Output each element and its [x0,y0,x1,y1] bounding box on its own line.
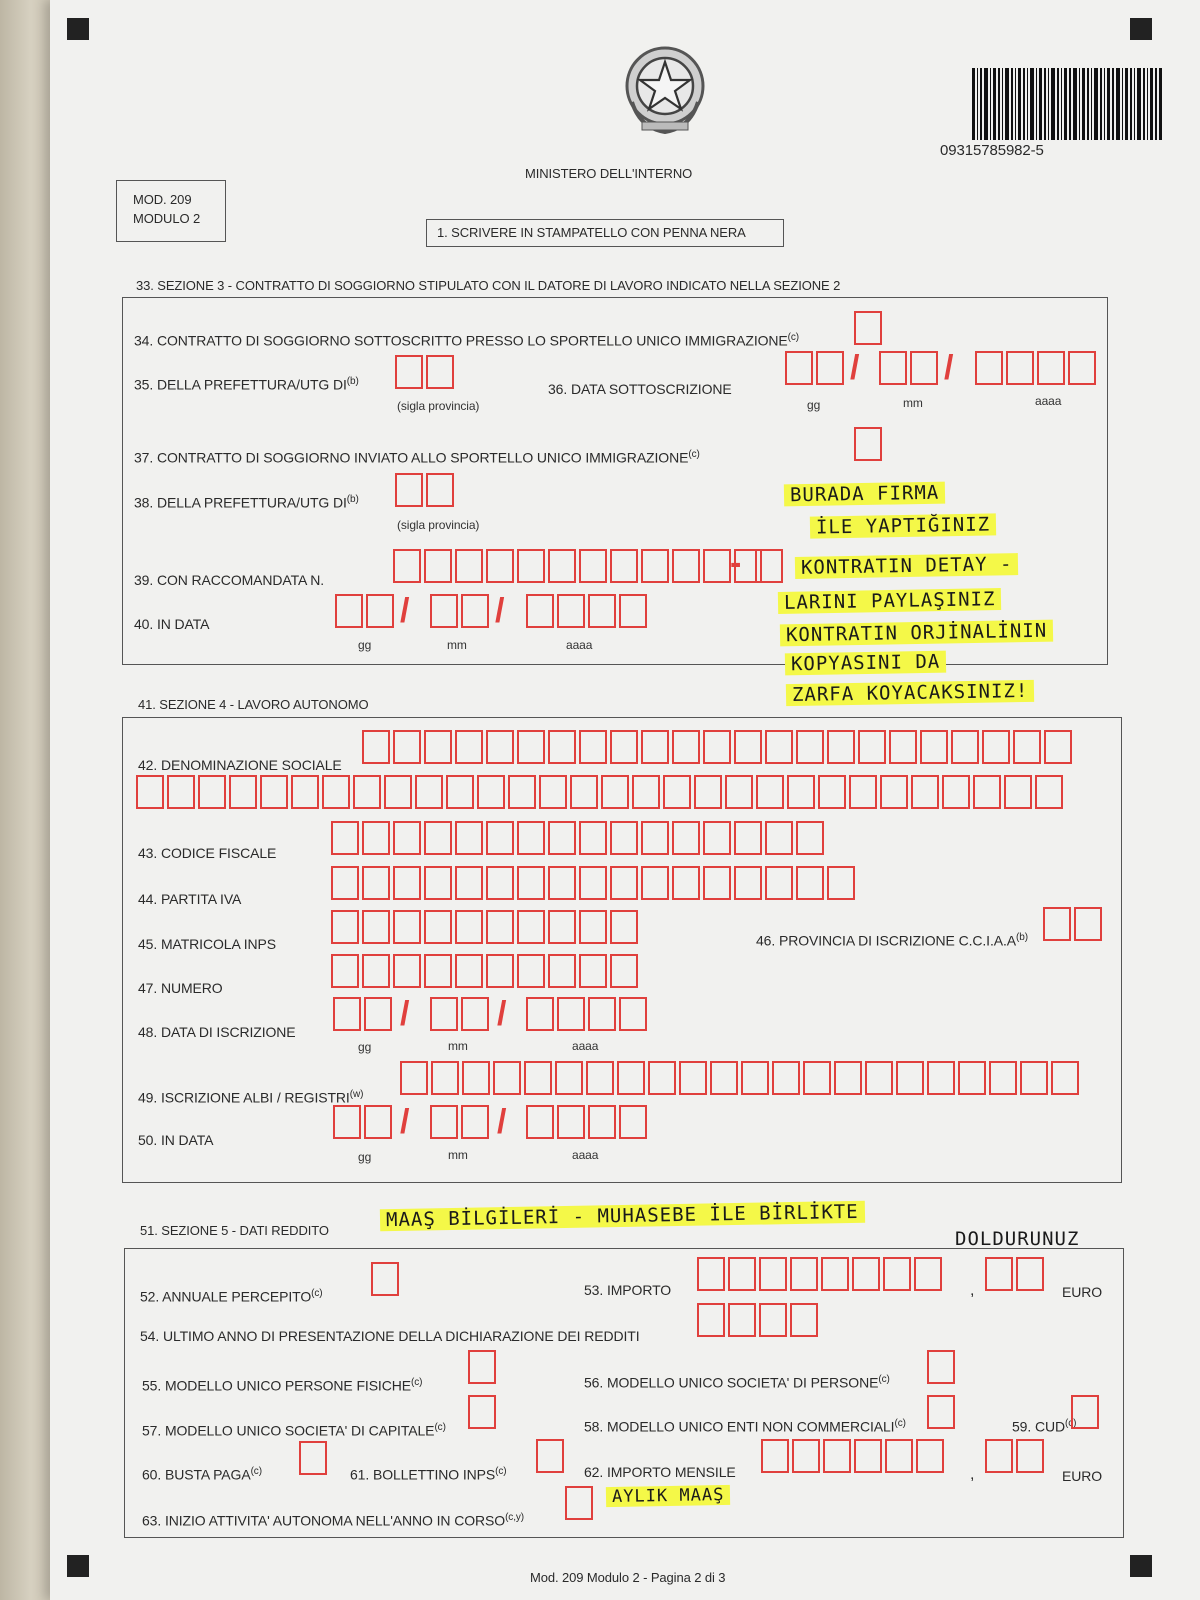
field-58-checkbox[interactable] [927,1395,955,1429]
field-56-label: 56. MODELLO UNICO SOCIETA' DI PERSONE$^{(c)}$ [584,1374,890,1391]
handwritten-note-line: BURADA FIRMA [784,482,946,507]
field-50-label: 50. IN DATA [138,1132,214,1148]
field-37-label: 37. CONTRATTO DI SOGGIORNO INVIATO ALLO SPORTELLO UNICO IMMIGRAZIONE$^{(c)}$ [134,449,700,466]
handwritten-note-line: ZARFA KOYACAKSINIZ! [786,680,1035,706]
instruction-text: 1. SCRIVERE IN STAMPATELLO CON PENNA NERA [437,225,746,240]
field-40-year[interactable] [526,594,647,628]
registration-mark-top-left [67,18,89,40]
field-53-boxes[interactable] [697,1257,942,1291]
field-57-label: 57. MODELLO UNICO SOCIETA' DI CAPITALE$^{(c)}$ [142,1422,446,1439]
hint-gg: gg [807,398,821,412]
field-59-checkbox[interactable] [1071,1395,1099,1429]
field-50-day[interactable] [333,1105,392,1139]
field-58-label: 58. MODELLO UNICO ENTI NON COMMERCIALI$^{(c)}$ [584,1418,906,1435]
field-42-boxes-row2[interactable] [136,775,1063,809]
field-62-boxes[interactable] [761,1439,944,1473]
field-37-checkbox[interactable] [854,427,882,461]
date-slash: / [400,1103,410,1141]
handwritten-note-line: LARINI PAYLAŞINIZ [778,588,1002,614]
hint-gg: gg [358,638,372,652]
date-slash: / [850,349,860,387]
field-60-checkbox[interactable] [299,1441,327,1475]
hint-aaaa: aaaa [572,1039,599,1053]
field-46-boxes[interactable] [1043,907,1102,941]
field-36-day[interactable] [785,351,844,385]
field-49-label: 49. ISCRIZIONE ALBI / REGISTRI$^{(w)}$ [138,1089,364,1106]
italian-republic-emblem [620,42,710,138]
field-39-label: 39. CON RACCOMANDATA N. [134,572,325,588]
handwritten-note-line: KONTRATIN DETAY - [795,553,1019,579]
field-55-checkbox[interactable] [468,1350,496,1384]
field-63-checkbox[interactable] [565,1486,593,1520]
field-56-checkbox[interactable] [927,1350,955,1384]
field-62-label: 62. IMPORTO MENSILE [584,1464,736,1480]
field-44-boxes[interactable] [331,866,855,900]
field-39-boxes[interactable] [393,549,762,583]
field-59-label: 59. CUD$^{(c)}$ [1012,1418,1077,1435]
field-42-label: 42. DENOMINAZIONE SOCIALE [138,757,342,773]
form-page [50,0,1200,1600]
section5-title: 51. SEZIONE 5 - DATI REDDITO [140,1223,329,1238]
registration-mark-bottom-left [67,1555,89,1577]
date-slash: / [944,349,954,387]
page-footer: Mod. 209 Modulo 2 - Pagina 2 di 3 [530,1570,726,1585]
currency-euro: EURO [1062,1468,1103,1484]
form-code-box [116,180,226,242]
field-38-label: 38. DELLA PREFETTURA/UTG DI$^{(b)}$ [134,494,359,511]
field-47-label: 47. NUMERO [138,980,223,996]
field-35-boxes[interactable] [395,355,454,389]
hint-mm: mm [903,396,923,410]
field-36-month[interactable] [879,351,938,385]
binder-edge [0,0,50,1600]
hint-mm: mm [448,1148,468,1162]
field-38-hint: (sigla provincia) [397,518,480,532]
field-44-label: 44. PARTITA IVA [138,891,242,907]
field-50-month[interactable] [430,1105,489,1139]
field-62-cents[interactable] [985,1439,1044,1473]
field-40-day[interactable] [335,594,394,628]
field-48-day[interactable] [333,997,392,1031]
field-52-label: 52. ANNUALE PERCEPITO$^{(c)}$ [140,1288,323,1305]
field-55-label: 55. MODELLO UNICO PERSONE FISICHE$^{(c)}$ [142,1377,423,1394]
field-60-label: 60. BUSTA PAGA$^{(c)}$ [142,1466,262,1483]
field-45-label: 45. MATRICOLA INPS [138,936,276,952]
field-43-boxes[interactable] [331,821,824,855]
section3-title: 33. SEZIONE 3 - CONTRATTO DI SOGGIORNO STIPULATO CON IL DATORE DI LAVORO INDICATO NELLA SEZIONE 2 [136,278,841,293]
hint-aaaa: aaaa [572,1148,599,1162]
hint-mm: mm [447,638,467,652]
instruction-box [426,219,784,247]
barcode [972,68,1162,140]
dash-separator: - [730,544,742,582]
field-57-checkbox[interactable] [468,1395,496,1429]
field-35-label: 35. DELLA PREFETTURA/UTG DI$^{(b)}$ [134,376,359,393]
handwritten-note-monthly-salary: AYLIK MAAŞ [606,1485,731,1507]
hint-mm: mm [448,1039,468,1053]
hint-aaaa: aaaa [1035,394,1062,408]
form-code-line2: MODULO 2 [133,211,201,226]
field-48-month[interactable] [430,997,489,1031]
field-49-boxes[interactable] [400,1061,1079,1095]
registration-mark-top-right [1130,18,1152,40]
date-slash: / [495,592,505,630]
field-61-label: 61. BOLLETTINO INPS$^{(c)}$ [350,1466,507,1483]
form-code-line1: MOD. 209 [133,192,192,207]
field-63-label: 63. INIZIO ATTIVITA' AUTONOMA NELL'ANNO IN CORSO$^{(c,y)}$ [142,1512,525,1529]
field-40-month[interactable] [430,594,489,628]
handwritten-note-salary: MAAŞ BİLGİLERİ - MUHASEBE İLE BİRLİKTE [380,1201,865,1231]
date-slash: / [400,995,410,1033]
date-slash: / [400,592,410,630]
date-slash: / [497,1103,507,1141]
field-47-boxes[interactable] [331,954,638,988]
hint-aaaa: aaaa [566,638,593,652]
decimal-comma: , [970,1466,975,1483]
field-38-boxes[interactable] [395,473,454,507]
field-53-label: 53. IMPORTO [584,1282,672,1298]
handwritten-note-line: İLE YAPTIĞINIZ [810,513,997,538]
field-36-label: 36. DATA SOTTOSCRIZIONE [548,381,732,397]
field-45-boxes[interactable] [331,910,638,944]
field-35-hint: (sigla provincia) [397,399,480,413]
barcode-number: 09315785982-5 [940,142,1044,159]
currency-euro: EURO [1062,1284,1103,1300]
field-46-label: 46. PROVINCIA DI ISCRIZIONE $C.C.I.A.A^{(b)}$ [756,932,1028,949]
field-50-year[interactable] [526,1105,647,1139]
field-39-suffix[interactable] [755,549,783,583]
registration-mark-bottom-right [1130,1555,1152,1577]
handwritten-note-salary-2: DOLDURUNUZ [955,1228,1080,1250]
ministry-title: MINISTERO DELL'INTERNO [525,166,693,181]
field-54-boxes[interactable] [697,1303,818,1337]
field-43-label: 43. CODICE FISCALE [138,845,277,861]
field-34-label: 34. CONTRATTO DI SOGGIORNO SOTTOSCRITTO PRESSO LO SPORTELLO UNICO IMMIGRAZIONE$^{(c)}$ [134,332,800,349]
field-40-label: 40. IN DATA [134,616,210,632]
field-54-label: 54. ULTIMO ANNO DI PRESENTAZIONE DELLA DICHIARAZIONE DEI REDDITI [140,1328,640,1344]
decimal-comma: , [970,1282,975,1299]
section4-title: 41. SEZIONE 4 - LAVORO AUTONOMO [138,697,369,712]
hint-gg: gg [358,1150,372,1164]
field-53-cents[interactable] [985,1257,1044,1291]
field-42-boxes-row1[interactable] [362,730,1072,764]
handwritten-note-line: KOPYASINI DA [785,651,947,676]
field-52-checkbox[interactable] [371,1262,399,1296]
date-slash: / [497,995,507,1033]
field-48-year[interactable] [526,997,647,1031]
hint-gg: gg [358,1040,372,1054]
field-61-checkbox[interactable] [536,1439,564,1473]
field-34-checkbox[interactable] [854,311,882,345]
handwritten-note-line: KONTRATIN ORJİNALİNIN [780,620,1054,647]
field-48-label: 48. DATA DI ISCRIZIONE [138,1024,296,1040]
field-36-year[interactable] [975,351,1096,385]
